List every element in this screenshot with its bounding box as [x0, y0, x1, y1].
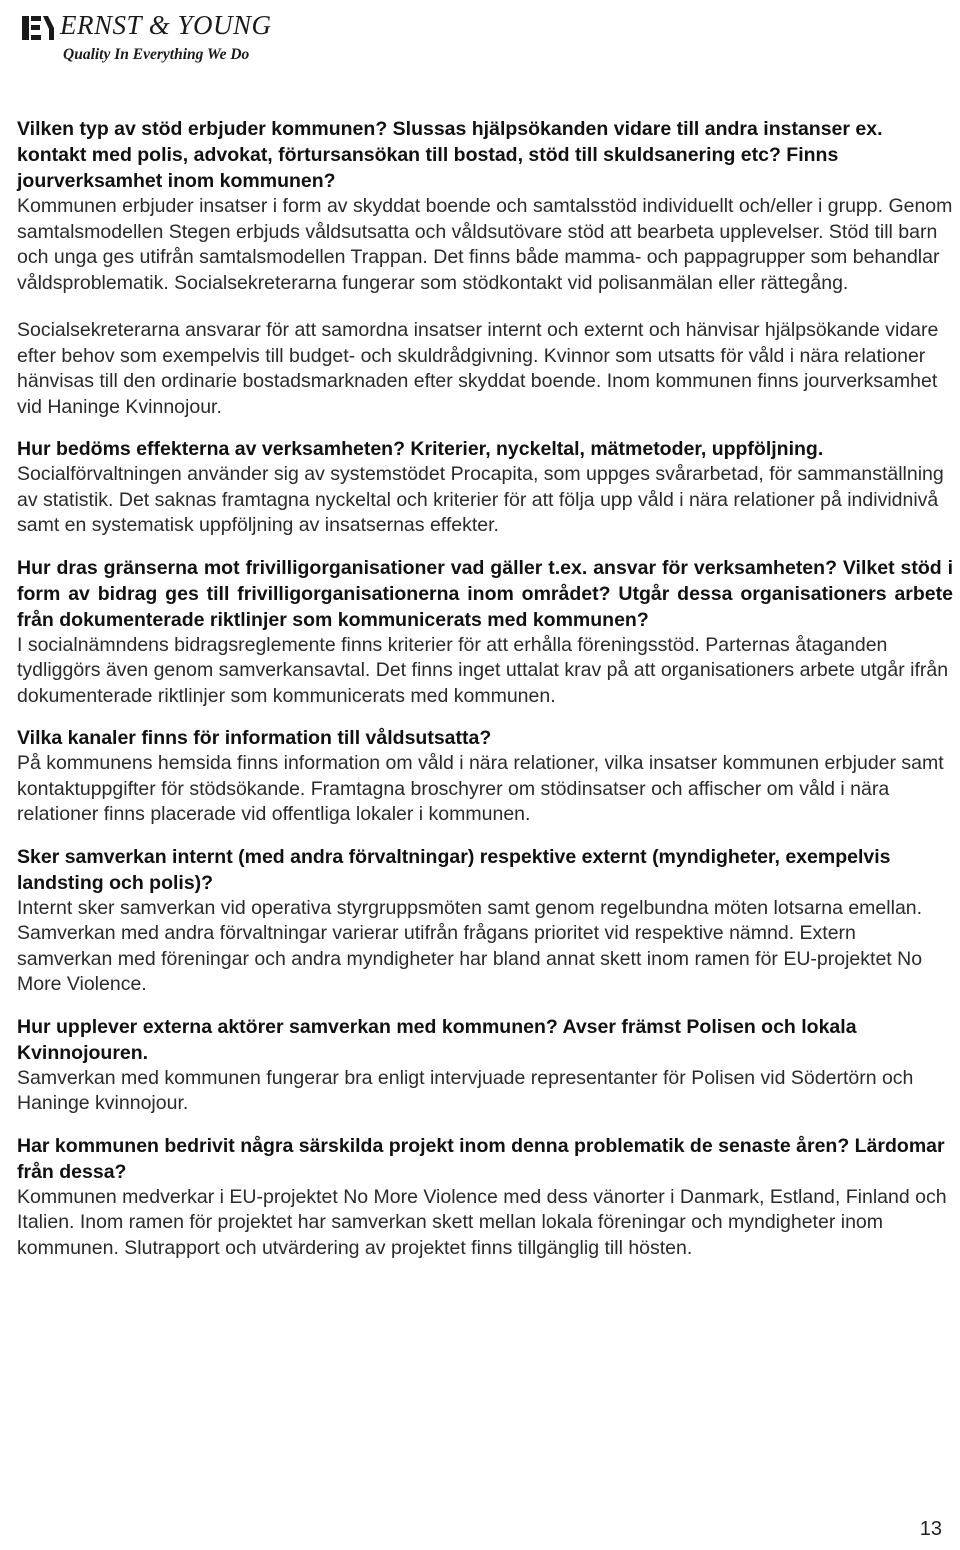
question-heading: Hur dras gränserna mot frivilligorganisationer vad gäller t.ex. ansvar för verksamheten? Vilket stöd i form av bidrag ges till frivilligorganisationerna inom området? Utgår dessa organisationers arbete från dokumenterade riktlinjer som kommunicerats med kommunen? — [17, 556, 953, 631]
question-heading: Vilka kanaler finns för information till våldsutsatta? — [17, 727, 492, 749]
section-collaboration — [17, 844, 953, 998]
question-heading: Hur bedöms effekterna av verksamheten? Kriterier, nyckeltal, mätmetoder, uppföljning. — [17, 438, 824, 460]
company-logo — [20, 8, 280, 70]
page-number: 13 — [919, 1518, 942, 1540]
section-support-offered — [17, 116, 953, 420]
answer-paragraph: På kommunens hemsida finns information om våld i nära relationer, vilka insatser kommunen erbjuder samt kontaktuppgifter för stödsökande. Framtagna broschyrer om stödinsatser och affischer om våld i nära relationer finns placerade vid offentliga lokaler i kommunen. — [17, 752, 944, 825]
answer-paragraph: Samverkan med kommunen fungerar bra enligt intervjuade representanter för Polisen vid Södertörn och Haninge kvinnojour. — [17, 1066, 914, 1114]
company-tagline: Quality In Everything We Do — [63, 46, 250, 63]
question-heading: Sker samverkan internt (med andra förvaltningar) respektive externt (myndigheter, exempelvis landsting och polis)? — [17, 845, 891, 894]
section-external-actors — [17, 1014, 953, 1117]
answer-paragraph: Kommunen medverkar i EU-projektet No More Violence med dess vänorter i Danmark, Estland, Finland och Italien. Inom ramen för projektet har samverkan skett mellan lokala föreningar och myndigheter inom kommunen. Slutrapport och utvärdering av projektet finns tillgänglig till hösten. — [17, 1185, 947, 1259]
answer-paragraph: Kommunen erbjuder insatser i form av skyddat boende och samtalsstöd individuellt och/eller i grupp. Genom samtalsmodellen Stegen erbjuds våldsutsatta och våldsutövare stöd att bearbeta upplevelser. Stöd till barn och unga ges utifrån samtalsmodellen Trappan. Det finns både mamma- och pappagrupper som behandlar våldsproblematik. Socialsekreterarna fungerar som stödkontakt vid polisanmälan eller rättegång. — [17, 195, 953, 294]
answer-paragraph: I socialnämndens bidragsreglemente finns kriterier för att erhålla föreningsstöd. Parternas åtaganden tydliggörs även genom samverkansavtal. Det finns inget uttalat krav på att organisationers arbete utgår ifrån dokumenterade riktlinjer som kommunicerats med kommunen. — [17, 633, 949, 707]
section-effect-evaluation — [17, 436, 953, 539]
question-heading: Har kommunen bedrivit några särskilda projekt inom denna problematik de senaste åren? Lärdomar från dessa? — [17, 1134, 945, 1183]
company-name: ERNST & YOUNG — [60, 10, 272, 40]
answer-paragraph: Socialförvaltningen använder sig av systemstödet Procapita, som uppges svårarbetad, för sammanställning av statistik. Det saknas framtagna nyckeltal och kriterier för att följa upp våld i nära relationer på individnivå samt en systematisk uppföljning av insatsernas effekter. — [17, 463, 944, 536]
answer-paragraph: Internt sker samverkan vid operativa styrgruppsmöten samt genom regelbundna möten lotsarna emellan. Samverkan med andra förvaltningar varierar utifrån frågans prioritet vid respektive nämnd. Extern samverkan med föreningar och andra myndigheter har bland annat skett inom ramen för EU-projektet No More Violence. — [17, 896, 923, 995]
section-projects — [17, 1133, 953, 1262]
question-heading: Vilken typ av stöd erbjuder kommunen? Slussas hjälpsökanden vidare till andra instanser ex. kontakt med polis, advokat, förtursansökan till bostad, stöd till skuldsanering etc? Finns jourverksamhet inom kommunen? — [17, 118, 883, 192]
section-information-channels — [17, 725, 953, 828]
question-heading: Hur upplever externa aktörer samverkan med kommunen? Avser främst Polisen och lokala Kvinnojouren. — [17, 1015, 857, 1064]
document-body — [17, 116, 953, 1277]
ey-logo-icon — [20, 12, 56, 44]
answer-paragraph: Socialsekreterarna ansvarar för att samordna insatser internt och externt och hänvisar hjälpsökande vidare efter behov som exempelvis till budget- och skuldrådgivning. Kvinnor som utsatts för våld i nära relationer hänvisas till den ordinarie bostadsmarknaden efter skyddat boende. Inom kommunen finns jourverksamhet vid Haninge Kvinnojour. — [17, 319, 939, 418]
section-voluntary-organisations — [17, 555, 953, 710]
